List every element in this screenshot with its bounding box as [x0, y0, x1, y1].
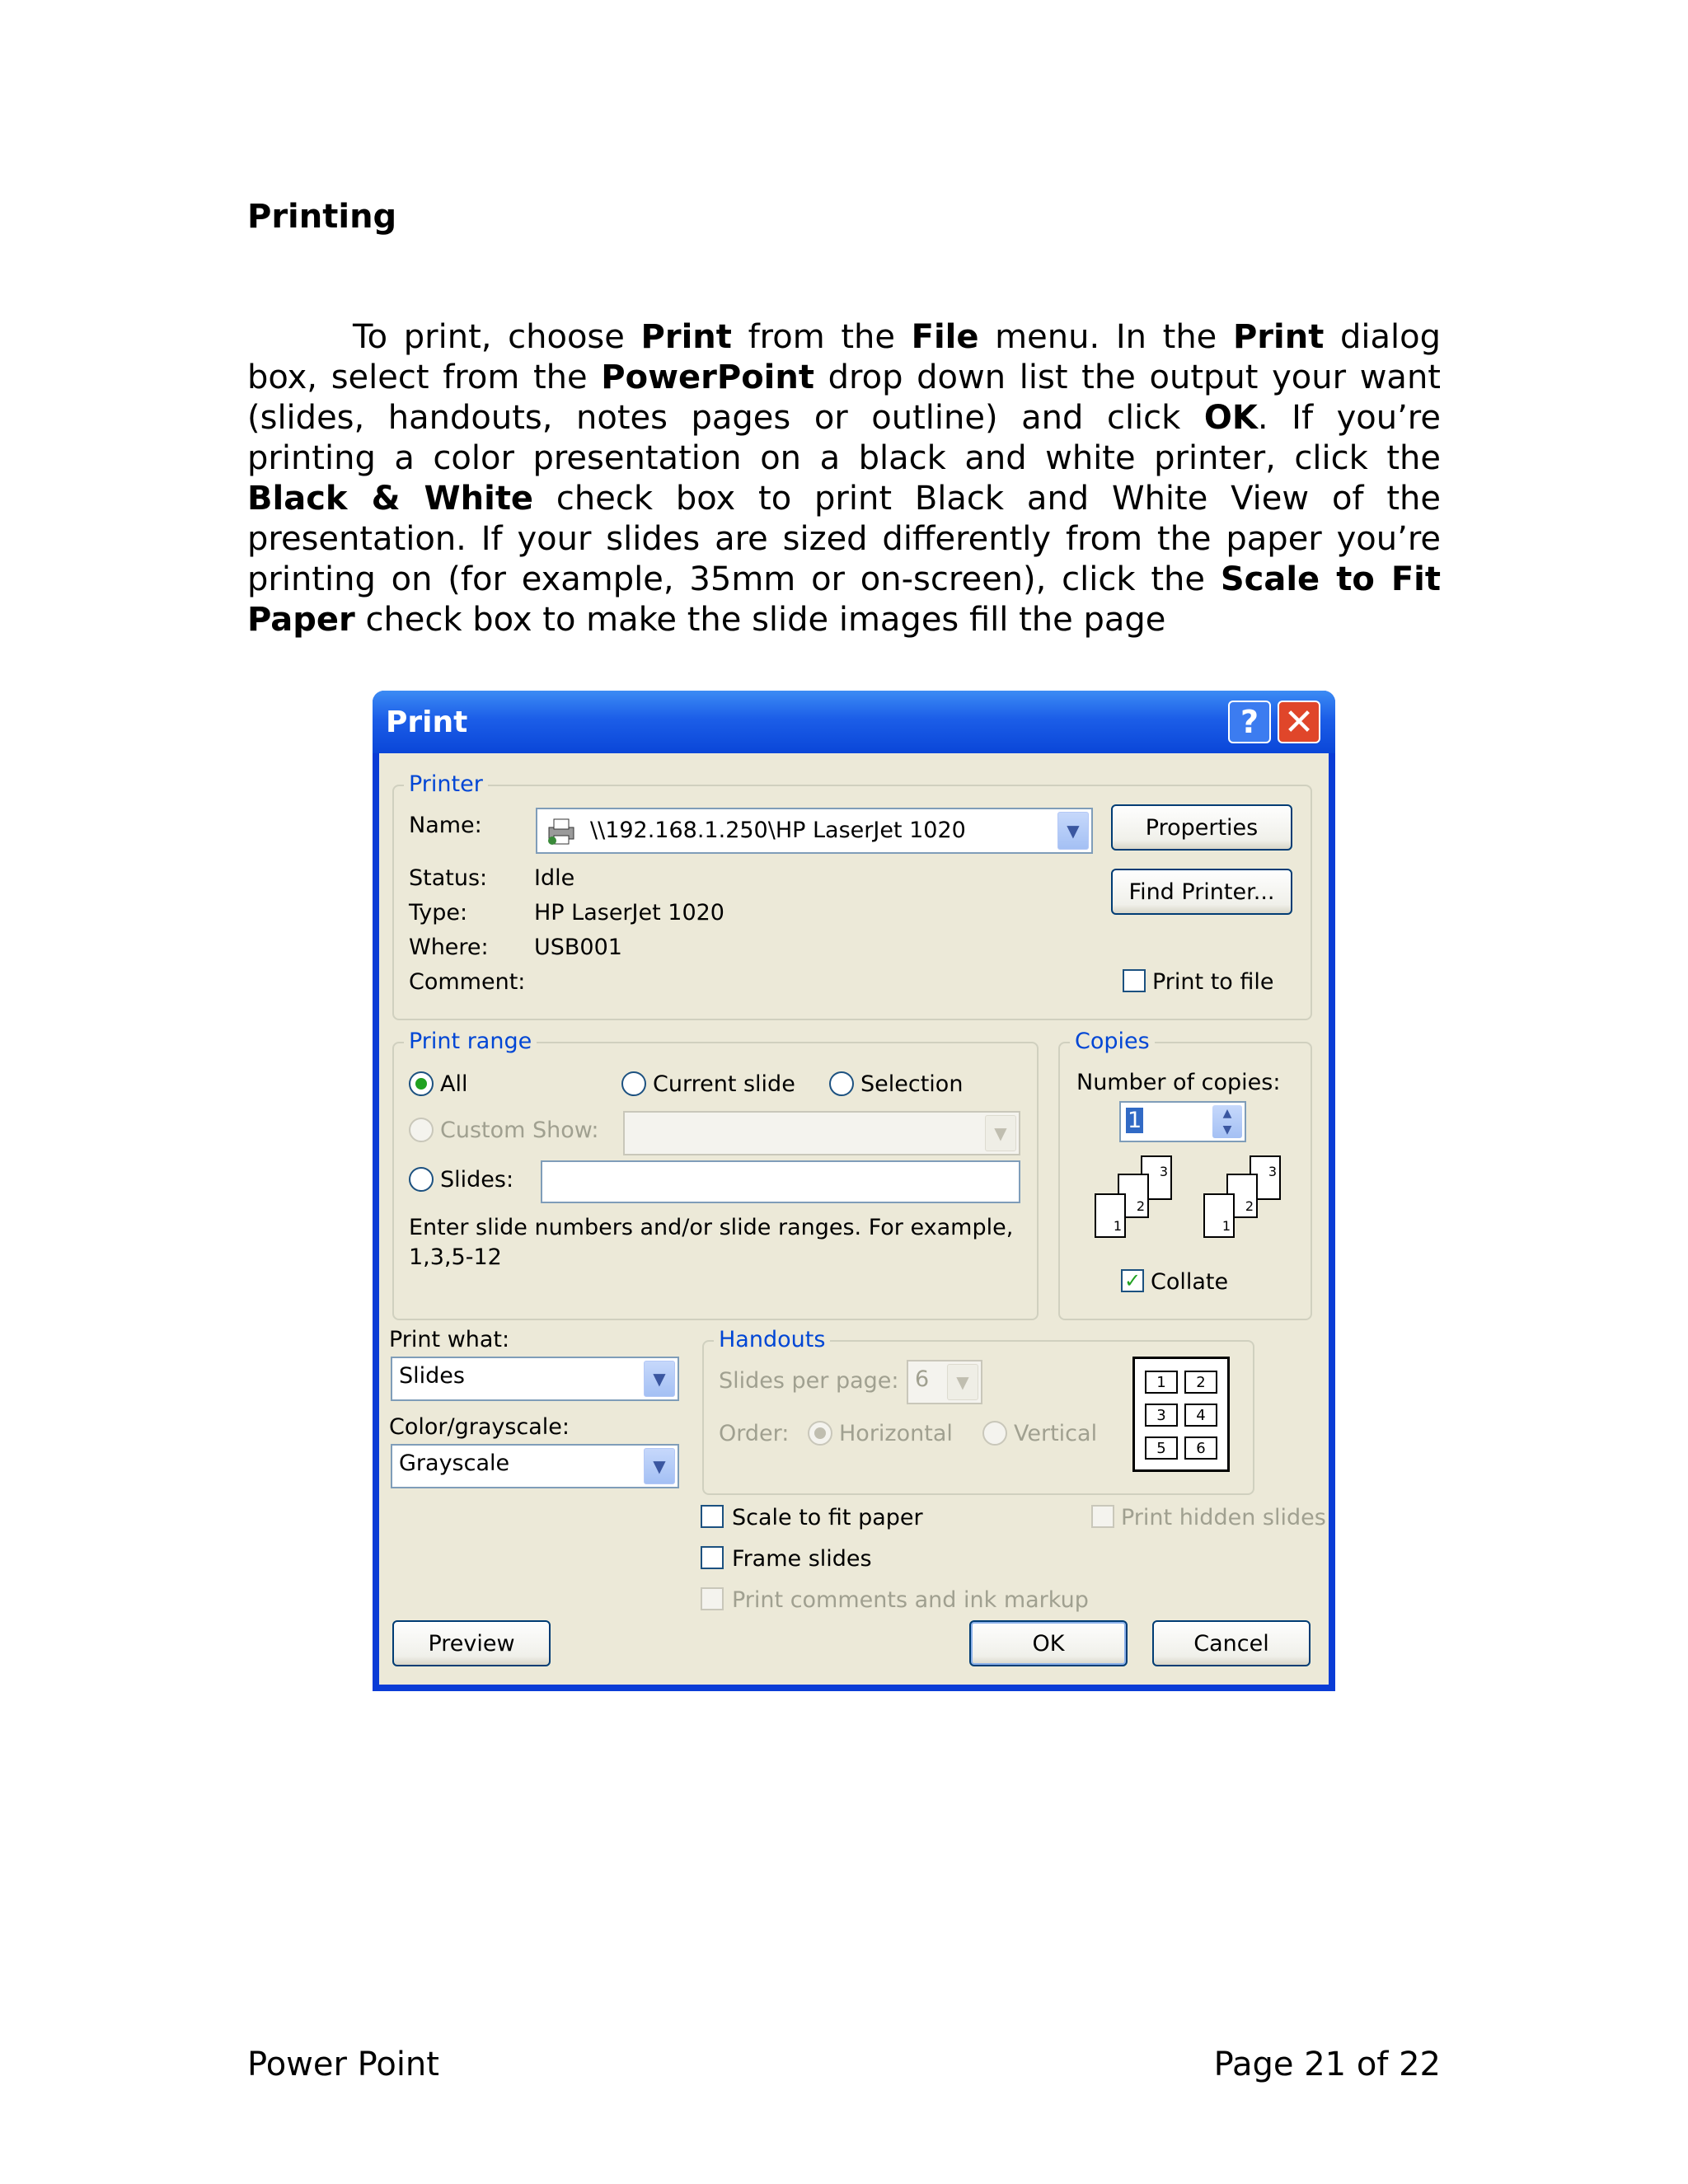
properties-label: Properties [1145, 814, 1259, 841]
preview-button[interactable] [392, 1620, 551, 1666]
text-run: menu. In the [978, 318, 1233, 356]
page-3-label: 3 [1159, 1164, 1168, 1179]
dialog-client [379, 753, 1329, 1685]
print-to-file-checkbox[interactable] [1123, 969, 1146, 992]
range-all-label: All [440, 1071, 468, 1097]
bold-run: OK [1203, 399, 1258, 437]
bold-run: Scale to Fit Paper [247, 560, 1441, 639]
order-horizontal-radio[interactable] [808, 1421, 832, 1446]
ok-label: OK [1032, 1630, 1065, 1657]
page-1-label: 1 [1221, 1218, 1231, 1234]
preview-label: Preview [428, 1630, 515, 1657]
order-label: Order: [719, 1421, 790, 1446]
printer-group-title: Printer [404, 771, 488, 797]
text-run: . If you’re printing a color presentation on a black and white printer, click the [247, 399, 1441, 477]
copies-input[interactable] [1119, 1101, 1246, 1142]
slot-6: 6 [1184, 1436, 1217, 1460]
cancel-button[interactable] [1152, 1620, 1311, 1666]
copies-title: Copies [1070, 1029, 1155, 1054]
handouts-title: Handouts [714, 1327, 830, 1352]
chevron-down-icon: ▼ [985, 1115, 1016, 1151]
where-label: Where: [409, 935, 489, 960]
scale-to-fit-label: Scale to fit paper [732, 1505, 923, 1530]
order-vertical-radio[interactable] [982, 1421, 1007, 1446]
bold-run: Black & White [247, 480, 534, 518]
color-value: Grayscale [399, 1451, 510, 1476]
per-page-value: 6 [915, 1366, 930, 1392]
range-all-radio[interactable] [409, 1071, 434, 1096]
range-custom-label: Custom Show: [440, 1118, 599, 1143]
bold-run: Print [640, 318, 732, 356]
collate-stack-icon-2 [1203, 1155, 1294, 1246]
find-printer-label: Find Printer... [1128, 879, 1275, 905]
print-range-title: Print range [404, 1029, 537, 1054]
copies-value: 1 [1128, 1108, 1142, 1133]
collate-label: Collate [1151, 1269, 1229, 1295]
help-icon: ? [1240, 704, 1259, 740]
slot-3: 3 [1145, 1404, 1178, 1427]
spinner-icon[interactable]: ▲ ▼ [1212, 1105, 1242, 1138]
range-hint-line2: 1,3,5-12 [409, 1244, 502, 1270]
find-printer-button[interactable] [1111, 869, 1292, 915]
copies-label: Number of copies: [1076, 1070, 1281, 1095]
section-heading: Printing [247, 198, 397, 236]
dialog-titlebar [373, 691, 1335, 753]
frame-slides-checkbox[interactable] [701, 1546, 724, 1569]
text-run: dialog box, select from the [247, 318, 1441, 396]
slot-1: 1 [1145, 1371, 1178, 1394]
range-slides-radio[interactable] [409, 1167, 434, 1192]
print-comments-label: Print comments and ink markup [732, 1587, 1089, 1613]
body-paragraph [247, 317, 1441, 640]
range-selection-radio[interactable] [829, 1071, 854, 1096]
collate-stack-icon-1 [1095, 1155, 1185, 1246]
print-what-value: Slides [399, 1363, 465, 1389]
text-run: To print, choose [353, 318, 641, 356]
print-hidden-checkbox[interactable] [1091, 1505, 1114, 1528]
frame-slides-label: Frame slides [732, 1546, 872, 1572]
printer-name-value: \\192.168.1.250\HP LaserJet 1020 [590, 818, 966, 843]
dialog-title: Print [386, 705, 468, 739]
print-comments-checkbox[interactable] [701, 1587, 724, 1610]
status-label: Status: [409, 865, 488, 891]
type-value: HP LaserJet 1020 [534, 900, 724, 926]
text-run: from the [731, 318, 912, 356]
per-page-select[interactable] [907, 1360, 982, 1404]
color-select[interactable] [391, 1444, 679, 1488]
page-1-label: 1 [1113, 1218, 1122, 1234]
footer-right: Page 21 of 22 [1213, 2046, 1441, 2083]
status-value: Idle [534, 865, 575, 891]
chevron-down-icon: ▼ [1057, 812, 1089, 850]
custom-show-select[interactable] [623, 1111, 1020, 1155]
text-run: check box to print Black and White View of the presentation. If your slides are sized differently from the paper you’re printing on (for example, 35mm or on-screen), click the [247, 480, 1441, 598]
page-2-label: 2 [1136, 1198, 1145, 1214]
footer-left: Power Point [247, 2046, 439, 2083]
ok-button[interactable] [969, 1620, 1128, 1666]
cancel-label: Cancel [1193, 1630, 1269, 1657]
chevron-down-icon: ▼ [644, 1448, 675, 1484]
scale-to-fit-checkbox[interactable] [701, 1505, 724, 1528]
help-button[interactable] [1228, 701, 1271, 743]
where-value: USB001 [534, 935, 622, 960]
printer-name-label: Name: [409, 813, 482, 838]
color-label: Color/grayscale: [389, 1414, 570, 1440]
print-what-label: Print what: [389, 1327, 510, 1352]
slot-5: 5 [1145, 1436, 1178, 1460]
order-horizontal-label: Horizontal [839, 1421, 953, 1446]
handout-layout-preview [1132, 1357, 1230, 1472]
per-page-label: Slides per page: [719, 1368, 899, 1394]
page-3-label: 3 [1268, 1164, 1277, 1179]
properties-button[interactable] [1111, 804, 1292, 851]
printer-name-select[interactable] [536, 808, 1093, 854]
range-custom-radio[interactable] [409, 1118, 434, 1142]
order-vertical-label: Vertical [1014, 1421, 1098, 1446]
comment-label: Comment: [409, 969, 526, 995]
print-dialog [373, 691, 1335, 1691]
range-current-label: Current slide [653, 1071, 795, 1097]
print-hidden-label: Print hidden slides [1121, 1505, 1326, 1530]
type-label: Type: [409, 900, 468, 926]
range-hint-line1: Enter slide numbers and/or slide ranges. For example, [409, 1215, 1014, 1240]
range-selection-label: Selection [860, 1071, 964, 1097]
close-button[interactable] [1278, 701, 1320, 743]
collate-checkbox[interactable]: ✓ [1121, 1269, 1144, 1292]
chevron-down-icon: ▼ [644, 1361, 675, 1397]
close-icon: ✕ [1283, 701, 1315, 743]
slot-2: 2 [1184, 1371, 1217, 1394]
bold-run: PowerPoint [601, 359, 814, 396]
bold-run: Print [1232, 318, 1325, 356]
text-run: check box to make the slide images fill the page [354, 601, 1166, 639]
range-current-radio[interactable] [621, 1071, 646, 1096]
bold-run: File [911, 318, 979, 356]
printer-icon [546, 816, 577, 846]
print-to-file-label: Print to file [1152, 969, 1274, 995]
range-slides-label: Slides: [440, 1167, 514, 1193]
text-run: drop down list the output your want (slides, handouts, notes pages or outline) and click [247, 359, 1441, 437]
print-what-select[interactable] [391, 1357, 679, 1401]
slides-input[interactable] [541, 1160, 1020, 1203]
chevron-down-icon: ▼ [947, 1364, 978, 1400]
slot-4: 4 [1184, 1404, 1217, 1427]
page-2-label: 2 [1245, 1198, 1254, 1214]
